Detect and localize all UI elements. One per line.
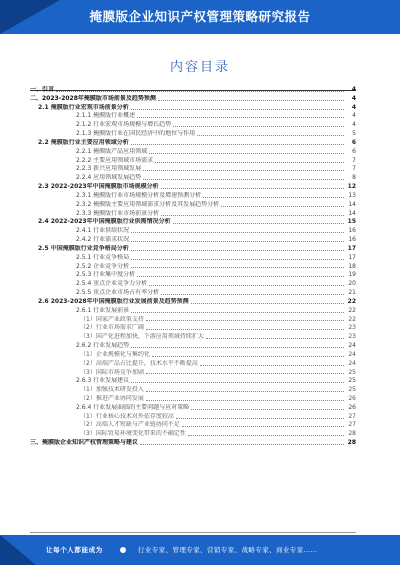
toc-entry[interactable] bbox=[30, 192, 356, 201]
toc-entry-title: （1）行业核心技术对外依存度较高 bbox=[80, 412, 174, 420]
toc-dot-leader bbox=[131, 347, 344, 348]
toc-entry[interactable] bbox=[30, 413, 356, 422]
toc-entry-title: （3）国际市场竞争加剧 bbox=[80, 368, 144, 376]
toc-entry[interactable] bbox=[30, 369, 356, 378]
toc-entry[interactable] bbox=[30, 218, 356, 227]
toc-entry-page: 22 bbox=[348, 306, 356, 314]
toc-entry-title: 2.3.2 掩膜版主要应用领域需求分析及其发展趋势分析 bbox=[76, 200, 220, 208]
toc-entry-page: 25 bbox=[348, 377, 356, 385]
toc-entry[interactable] bbox=[30, 245, 356, 254]
toc-entry[interactable] bbox=[30, 121, 356, 130]
toc-entry-page: 12 bbox=[347, 183, 356, 191]
toc-entry[interactable] bbox=[30, 377, 356, 386]
toc-entry-title: 2.4.1 行业供给状况 bbox=[76, 227, 130, 235]
toc-dot-leader bbox=[188, 435, 344, 436]
toc-entry[interactable] bbox=[30, 210, 356, 219]
toc-dot-leader bbox=[131, 109, 344, 110]
toc-entry-page: 23 bbox=[348, 333, 356, 341]
toc-entry-page: 7 bbox=[352, 165, 356, 173]
toc-entry[interactable] bbox=[30, 360, 356, 369]
toc-dot-leader bbox=[131, 232, 344, 233]
toc-dot-leader bbox=[146, 329, 344, 330]
toc-entry-page: 21 bbox=[348, 289, 356, 297]
toc-entry-title: 2.5.3 行业集中度分析 bbox=[76, 271, 136, 279]
toc-entry[interactable] bbox=[30, 289, 356, 298]
toc-entry-page: 27 bbox=[348, 421, 356, 429]
toc-entry-page: 19 bbox=[348, 271, 356, 279]
document-footer bbox=[0, 535, 400, 565]
toc-dot-leader bbox=[131, 241, 344, 242]
toc-dot-leader bbox=[131, 382, 344, 383]
toc-entry-title: 2.1.3 掩膜版行业在国民经济中的地位与作用 bbox=[76, 130, 196, 138]
toc-entry-title: 2.2 掩膜版行业主要应用领域分析 bbox=[38, 138, 129, 146]
toc-entry-page: 14 bbox=[348, 209, 356, 217]
toc-entry[interactable] bbox=[30, 298, 356, 307]
toc-entry-title: 2.6 2023-2028年中国掩膜版行业发展前景及趋势预测 bbox=[38, 297, 189, 305]
toc-dot-leader bbox=[155, 162, 344, 163]
toc-entry-page: 26 bbox=[348, 403, 356, 411]
toc-entry-page: 28 bbox=[347, 439, 356, 447]
footer-bullet-icon bbox=[120, 547, 126, 553]
toc-entry-title: （3）国产化进程加快，下游应用领域持续扩大 bbox=[80, 333, 204, 341]
toc-entry[interactable] bbox=[30, 439, 356, 448]
toc-entry[interactable] bbox=[30, 183, 356, 192]
toc-entry-page: 28 bbox=[348, 430, 356, 438]
toc-entry-page: 5 bbox=[352, 130, 356, 138]
toc-dot-leader bbox=[137, 117, 344, 118]
toc-entry[interactable] bbox=[30, 280, 356, 289]
toc-bottom-rule bbox=[30, 532, 356, 533]
toc-entry-page: 14 bbox=[348, 200, 356, 208]
toc-dot-leader bbox=[221, 206, 344, 207]
toc-entry[interactable] bbox=[30, 316, 356, 325]
toc-entry-page: 22 bbox=[347, 297, 356, 305]
toc-dot-leader bbox=[143, 170, 344, 171]
toc-entry-title: 2.2.1 掩膜版产品应用领域 bbox=[76, 147, 148, 155]
toc-entry-page: 16 bbox=[348, 227, 356, 235]
toc-entry-page: 7 bbox=[352, 156, 356, 164]
toc-entry-title: 2.1.2 行业宏观市场规模与增长趋势 bbox=[76, 121, 172, 129]
toc-dot-leader bbox=[203, 197, 344, 198]
toc-dot-leader bbox=[200, 365, 344, 366]
toc-entry-page: 15 bbox=[347, 218, 356, 226]
toc-dot-leader bbox=[131, 250, 344, 251]
toc-entry-title: 2.6.4 行业发展面临的主要问题与应对策略 bbox=[76, 403, 190, 411]
toc-dot-leader bbox=[161, 215, 344, 216]
toc-entry-page: 18 bbox=[348, 262, 356, 270]
toc-entry[interactable] bbox=[30, 165, 356, 174]
toc-entry[interactable] bbox=[30, 430, 356, 439]
toc-entry-page: 6 bbox=[351, 138, 356, 146]
toc-entry-title: 2.5.1 行业竞争格局 bbox=[76, 253, 130, 261]
toc-dot-leader bbox=[131, 267, 344, 268]
toc-entry-page: 17 bbox=[347, 244, 356, 252]
footer-slogan: 让每个人都能成为 bbox=[46, 546, 103, 554]
toc-entry-title: （2）推进产业协同发展 bbox=[80, 394, 144, 402]
document-title: 掩膜版企业知识产权管理策略研究报告 bbox=[89, 9, 311, 24]
toc-entry-title: 2.1 掩膜版行业宏观市场前景分析 bbox=[38, 103, 129, 111]
toc-entry-title: 2.5.5 重点企业市场占有率分析 bbox=[76, 289, 160, 297]
toc-dot-leader bbox=[137, 276, 344, 277]
toc-entry-page: 4 bbox=[351, 94, 356, 102]
toc-entry-page: 4 bbox=[352, 112, 356, 120]
toc-entry[interactable] bbox=[30, 333, 356, 342]
toc-entry[interactable] bbox=[30, 104, 356, 113]
toc-entry-title: （1）国家产业政策支持 bbox=[80, 315, 144, 323]
toc-entry-title: 2.5.4 重点企业竞争力分析 bbox=[76, 280, 148, 288]
toc-entry[interactable] bbox=[30, 236, 356, 245]
toc-dot-leader bbox=[146, 400, 344, 401]
toc-entry[interactable] bbox=[30, 157, 356, 166]
toc-dot-leader bbox=[158, 100, 344, 101]
toc-entry-page: 25 bbox=[348, 368, 356, 376]
toc-entry-page: 25 bbox=[348, 386, 356, 394]
toc-entry[interactable] bbox=[30, 201, 356, 210]
toc-dot-leader bbox=[146, 320, 344, 321]
toc-entry[interactable] bbox=[30, 271, 356, 280]
toc-entry[interactable] bbox=[30, 130, 356, 139]
toc-dot-leader bbox=[143, 179, 344, 180]
toc-entry-page: 27 bbox=[348, 412, 356, 420]
toc-entry-title: 2.4 2022-2023年中国掩膜版行业供需情况分析 bbox=[38, 218, 171, 226]
toc-entry-page: 22 bbox=[348, 315, 356, 323]
toc-entry[interactable] bbox=[30, 112, 356, 121]
toc-entry-title: （3）国际贸易环境变化带来的不确定性 bbox=[80, 430, 186, 438]
toc-entry[interactable] bbox=[30, 395, 356, 404]
toc-entry-title: 2.6.2 行业发展趋势 bbox=[76, 342, 130, 350]
footer-corner-decoration bbox=[0, 535, 36, 565]
toc-entry[interactable] bbox=[30, 254, 356, 263]
toc-entry-title: 2.6.3 行业发展建议 bbox=[76, 377, 130, 385]
toc-entry-page: 4 bbox=[352, 121, 356, 129]
toc-entry[interactable] bbox=[30, 148, 356, 157]
table-of-contents bbox=[30, 86, 356, 448]
toc-dot-leader bbox=[140, 444, 344, 445]
toc-entry-title: 一、引言 bbox=[30, 86, 55, 93]
toc-entry-title: 2.5.2 企业竞争分析 bbox=[76, 262, 130, 270]
toc-entry[interactable] bbox=[30, 263, 356, 272]
toc-dot-leader bbox=[161, 188, 344, 189]
toc-entry-title: 二、2023-2028年掩膜版市场前景及趋势预测 bbox=[30, 94, 156, 102]
toc-entry-title: 2.3.1 掩膜版行业市场规模分析及增速预测分析 bbox=[76, 191, 202, 199]
toc-entry-page: 24 bbox=[348, 342, 356, 350]
toc-dot-leader bbox=[176, 418, 344, 419]
toc-entry-page: 23 bbox=[348, 324, 356, 332]
document-header bbox=[0, 0, 400, 34]
toc-entry-page: 17 bbox=[348, 253, 356, 261]
toc-entry-title: （1）加强技术研发投入 bbox=[80, 386, 144, 394]
toc-dot-leader bbox=[131, 144, 344, 145]
toc-entry-title: 2.2.3 新兴应用领域发展 bbox=[76, 165, 142, 173]
toc-entry[interactable] bbox=[30, 95, 356, 104]
toc-heading: 内容目录 bbox=[169, 60, 230, 75]
toc-dot-leader bbox=[173, 126, 344, 127]
toc-dot-leader bbox=[149, 153, 344, 154]
toc-dot-leader bbox=[197, 135, 344, 136]
toc-entry-page: 24 bbox=[348, 350, 356, 358]
toc-dot-leader bbox=[146, 391, 344, 392]
toc-entry-page: 20 bbox=[348, 280, 356, 288]
toc-entry-title: 2.2.2 主要应用领域市场需求 bbox=[76, 156, 154, 164]
toc-entry-title: （2）高端产品占比提升，技术水平不断提高 bbox=[80, 359, 198, 367]
toc-entry[interactable] bbox=[30, 86, 356, 95]
toc-entry-page: 16 bbox=[348, 236, 356, 244]
toc-entry-title: 2.5 中国掩膜版行业竞争格局分析 bbox=[38, 244, 129, 252]
toc-entry[interactable] bbox=[30, 342, 356, 351]
toc-entry-title: 2.6.1 行业发展前景 bbox=[76, 306, 130, 314]
toc-entry-title: 三、掩膜版企业知识产权管理策略与建议 bbox=[30, 439, 139, 447]
toc-entry[interactable] bbox=[30, 174, 356, 183]
toc-entry-title: 2.2.4 应用领域发展趋势 bbox=[76, 174, 142, 182]
toc-entry-page: 26 bbox=[348, 394, 356, 402]
toc-entry[interactable] bbox=[30, 227, 356, 236]
toc-entry-title: 2.3 2022-2023年中国掩膜版市场规模分析 bbox=[38, 183, 159, 191]
toc-dot-leader bbox=[131, 312, 344, 313]
toc-dot-leader bbox=[206, 338, 344, 339]
toc-entry-page: 8 bbox=[352, 174, 356, 182]
toc-entry[interactable] bbox=[30, 404, 356, 413]
toc-entry-title: （2）高端人才短缺与产业链协同不足 bbox=[80, 421, 180, 429]
toc-entry[interactable] bbox=[30, 307, 356, 316]
toc-dot-leader bbox=[182, 426, 344, 427]
toc-dot-leader bbox=[149, 285, 344, 286]
toc-dot-leader bbox=[56, 91, 344, 92]
toc-entry[interactable] bbox=[30, 351, 356, 360]
toc-entry-title: （1）企业规模化与集约化 bbox=[80, 350, 150, 358]
toc-entry-title: 2.4.2 行业需求状况 bbox=[76, 236, 130, 244]
toc-dot-leader bbox=[191, 409, 344, 410]
toc-entry[interactable] bbox=[30, 324, 356, 333]
toc-entry-page: 24 bbox=[348, 359, 356, 367]
toc-entry-page: 4 bbox=[351, 103, 356, 111]
toc-entry-page: 4 bbox=[351, 86, 356, 93]
toc-dot-leader bbox=[152, 356, 344, 357]
footer-tagline: 行业专家、管理专家、营销专家、战略专家、商业专家…… bbox=[138, 546, 318, 554]
toc-dot-leader bbox=[146, 373, 344, 374]
toc-entry-page: 6 bbox=[352, 147, 356, 155]
toc-entry-title: （2）行业市场需求广阔 bbox=[80, 324, 144, 332]
toc-entry-title: 2.1.1 掩膜版行业概述 bbox=[76, 112, 136, 120]
toc-dot-leader bbox=[191, 303, 344, 304]
toc-entry-page: 13 bbox=[348, 191, 356, 199]
toc-dot-leader bbox=[173, 223, 344, 224]
toc-entry[interactable] bbox=[30, 386, 356, 395]
toc-dot-leader bbox=[131, 259, 344, 260]
toc-entry[interactable] bbox=[30, 139, 356, 148]
toc-entry-title: 2.3.3 掩膜版行业市场前景分析 bbox=[76, 209, 160, 217]
toc-dot-leader bbox=[161, 294, 344, 295]
toc-entry[interactable] bbox=[30, 421, 356, 430]
